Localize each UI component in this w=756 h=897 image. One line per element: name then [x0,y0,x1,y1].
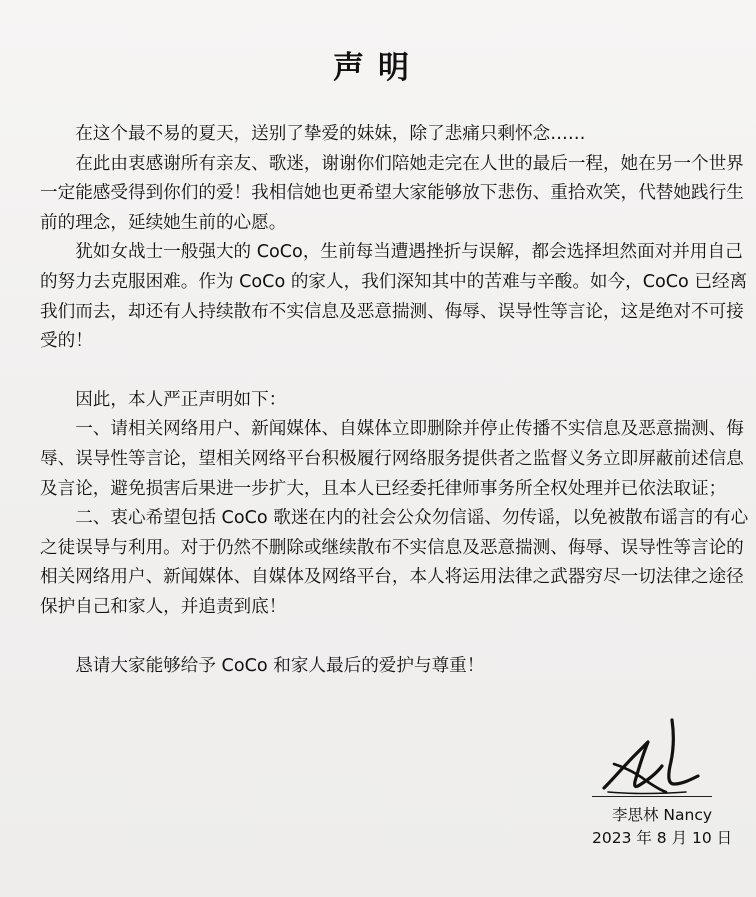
signer-name: 李思林 Nancy [612,806,713,824]
paragraph-clause-one: 一、请相关网络用户、新闻媒体、自媒体立即删除并停止传播不实信息及恶意揣测、侮辱、误导性等言论，望相关网络平台积极履行网络服务提供者之监督义务立即屏蔽前述信息及言论，避免损害后果进一步扩大，且本人已经委托律师事务所全权处理并已依法取证； [40,419,744,499]
paragraph-closing: 恳请大家能够给予 CoCo 和家人最后的爱护与尊重！ [75,655,485,676]
paragraph-thanks: 在此由衷感谢所有亲友、歌迷，谢谢你们陪她走完在人世的最后一程，她在另一个世界一定能感受得到你们的爱！我相信她也更希望大家能够放下悲伤、重拾欢笑，代替她践行生前的理念，延续她生前的心愿。 [40,153,744,233]
paragraph-gap [40,623,752,652]
document-body [40,120,752,681]
paragraph-declaration-intro: 因此，本人严正声明如下： [75,389,287,410]
paragraph-coco: 犹如女战士一般强大的 CoCo，生前每当遭遇挫折与误解，都会选择坦然面对并用自己的努力去克服困难。作为 CoCo 的家人，我们深知其中的苦难与辛酸。如今，CoCo 已经离我们而去，却还有人持续散布不实信息及恶意揣测、侮辱、误导性等言论，这是绝对不可接受的！ [40,242,748,352]
paragraph-gap [40,357,752,386]
handwritten-signature [590,712,720,812]
paragraph-opening: 在这个最不易的夏天，送别了挚爱的妹妹，除了悲痛只剩怀念…… [75,124,586,144]
signing-date: 2023 年 8 月 10 日 [592,829,733,847]
signature-underline [592,796,712,797]
document-title: 声明 [333,50,423,86]
paragraph-clause-two: 二、衷心希望包括 CoCo 歌迷在内的社会公众勿信谣、勿传谣，以免被散布谣言的有心之徒误导与利用。对于仍然不删除或继续散布不实信息及恶意揣测、侮辱、误导性等言论的相关网络用户、新闻媒体、自媒体及网络平台，本人将运用法律之武器穷尽一切法律之途径保护自己和家人，并追责到底！ [40,508,749,617]
